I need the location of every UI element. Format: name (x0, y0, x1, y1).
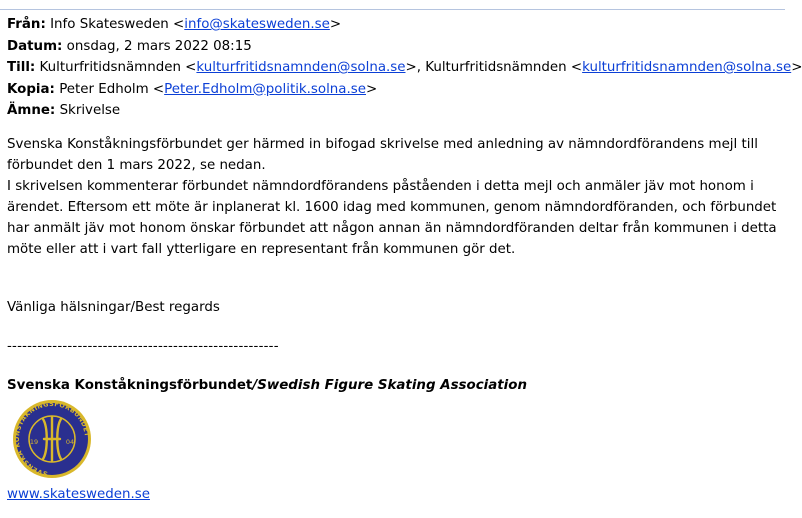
from-label: Från: (7, 17, 46, 32)
body-paragraph-2: I skrivelsen kommenterar förbundet nämndordförandens påståenden i detta mejl och anmäler jäv mot honom i ärendet. Eftersom ett möte är inplanerat kl. 1600 idag med kommunen, genom nämndordföranden, och förbundet har anmält jäv mot honom önskar förbundet att någon annan än nämndordföranden deltar från kommunen i detta möte eller att i vart fall ytterligare en representant från kommunen gör det. (7, 179, 777, 257)
organization-name-en: /Swedish Figure Skating Association (252, 378, 527, 393)
date-value: onsdag, 2 mars 2022 08:15 (66, 38, 252, 54)
to-email-link-2[interactable]: kulturfritidsnamnden@solna.se (582, 60, 792, 75)
subject-label: Ämne: (7, 103, 56, 118)
header-divider (0, 9, 785, 10)
to-row (7, 57, 802, 79)
closing-regards: Vänliga hälsningar/Best regards (7, 300, 220, 315)
from-row (7, 14, 802, 36)
to-email-link-1[interactable]: kulturfritidsnamnden@solna.se (196, 60, 406, 75)
cc-row (7, 79, 802, 101)
organization-name-sv: Svenska Konståkningsförbundet (7, 378, 253, 393)
cc-email-link[interactable]: Peter.Edholm@politik.solna.se (164, 81, 366, 97)
organization-name (7, 375, 527, 396)
from-close: > (329, 17, 342, 32)
website-row (7, 484, 150, 505)
from-name: Info Skatesweden < (50, 17, 185, 32)
to-close: > (791, 60, 802, 75)
website-link[interactable]: www.skatesweden.se (7, 487, 150, 502)
logo-ring-text: SVENSKA KONSTÅKNINGSFÖRBUNDET (12, 399, 91, 478)
subject-value: Skrivelse (59, 103, 121, 118)
cc-close: > (365, 81, 378, 97)
email-header (7, 14, 802, 122)
logo-year-right: 04 (65, 438, 75, 446)
subject-row (7, 100, 802, 122)
date-label: Datum: (7, 38, 63, 54)
body-paragraph-1: Svenska Konståkningsförbundet ger härmed in bifogad skrivelse med anledning av nämndordförandens mejl till förbundet den 1 mars 2022, se nedan. (7, 137, 758, 173)
logo-year-left: 19 (29, 438, 39, 446)
federation-logo (8, 399, 96, 479)
cc-label: Kopia: (7, 81, 55, 97)
to-separator: >, Kulturfritidsnämnden < (405, 60, 583, 75)
cc-name: Peter Edholm < (59, 81, 165, 97)
to-label: Till: (7, 60, 36, 75)
logo-crown-emblem-icon (43, 417, 61, 461)
signature-divider: ------------------------------------------------------ (7, 339, 279, 354)
message-body (7, 134, 787, 260)
date-row (7, 36, 802, 58)
from-email-link[interactable]: info@skatesweden.se (184, 17, 330, 32)
to-name: Kulturfritidsnämnden < (39, 60, 197, 75)
